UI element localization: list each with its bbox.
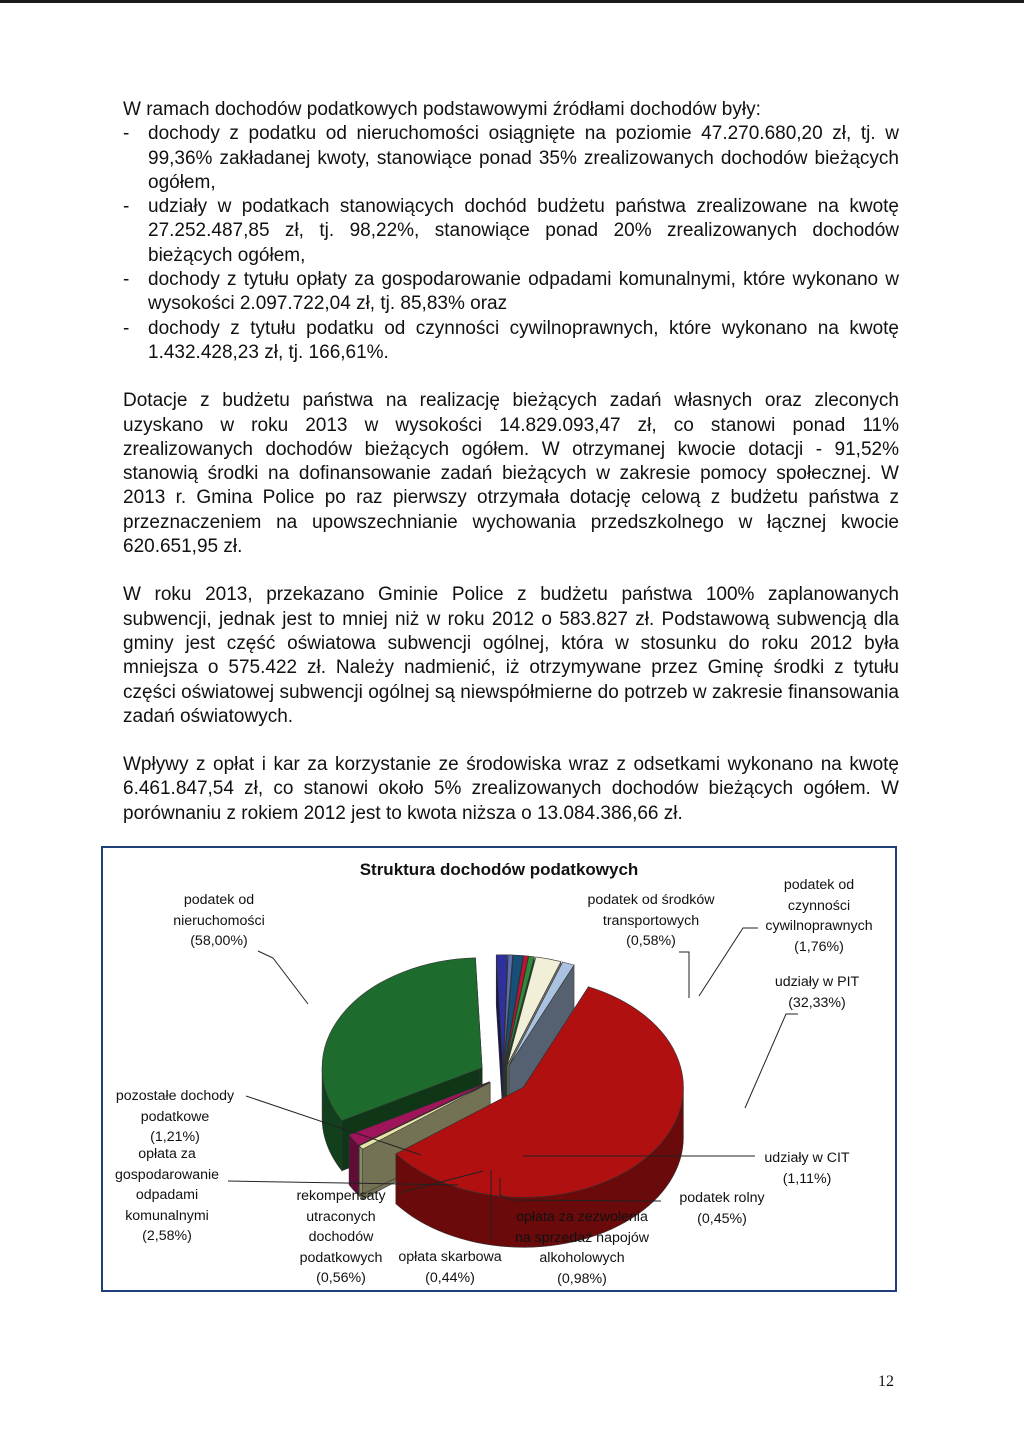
list-item: - dochody z tytułu opłaty za gospodarowanie odpadami komunalnymi, które wykonano w wysokości 2.097.722,04 zł, tj. 85,83% oraz	[123, 268, 899, 317]
label-line: pozostałe dochody	[115, 1088, 235, 1104]
label-cit-share	[757, 1148, 857, 1189]
revenue-sources-list	[123, 122, 899, 365]
paragraph-grants: W roku 2013, przekazano Gminie Police z budżetu państwa 100% zaplanowanych subwencji, jednak jest to mniej niż w roku 2012 o 583.827 zł. Podstawową subwencją dla gminy jest część oświatowa subwencji ogólnej, która w stosunku do roku 2012 była mniejsza o 575.422 zł. Należy nadmienić, iż otrzymywane przez Gminę środki z tytułu części oświatowej subwencji ogólnej są niewspółmierne do potrzeb w zakresie finansowania zadań oświatowych.	[123, 584, 899, 727]
leader-line	[679, 952, 689, 998]
label-other-tax-revenue	[105, 1086, 245, 1148]
label-line: nieruchomości	[173, 912, 265, 929]
label-line: dochodów	[308, 1229, 374, 1245]
label-line: podatkowe	[140, 1108, 210, 1125]
label-alcohol-permit-fee	[506, 1207, 658, 1289]
label-line: (0,98%)	[557, 1270, 607, 1287]
label-line: (1,76%)	[794, 938, 844, 955]
label-agricultural-tax	[665, 1188, 779, 1229]
label-line: utraconych	[306, 1208, 376, 1225]
label-vehicle-tax	[566, 890, 736, 952]
document-body	[123, 98, 899, 826]
paragraph-environment-fees: Wpływy z opłat i kar za korzystanie ze środowiska wraz z odsetkami wykonano na kwotę 6.461.847,54 zł, co stanowi około 5% zrealizowanych dochodów bieżących ogółem. W porównaniu z rokiem 2012 jest to kwota niższa o 13.084.386,66 zł.	[123, 754, 899, 824]
label-line: (0,44%)	[425, 1269, 475, 1286]
label-line: podatek od środków	[587, 892, 715, 908]
label-compensation	[289, 1186, 393, 1289]
label-line: opłata skarbowa	[398, 1249, 502, 1265]
top-border-rule	[0, 0, 1024, 3]
label-waste-fee	[103, 1144, 231, 1247]
label-line: alkoholowych	[539, 1250, 625, 1266]
label-line: (58,00%)	[190, 933, 248, 949]
label-line: udziały w CIT	[764, 1150, 850, 1166]
intro-text: W ramach dochodów podatkowych podstawowymi źródłami dochodów były:	[123, 99, 761, 120]
list-item: - dochody z tytułu podatku od czynności cywilnoprawnych, które wykonano na kwotę 1.432.428,23 zł, tj. 166,61%.	[123, 317, 899, 366]
page-number: 12	[878, 1373, 894, 1390]
tax-revenue-chart	[101, 846, 897, 1292]
label-line: czynności	[787, 897, 851, 914]
label-line: podatek od	[783, 877, 855, 893]
label-line: komunalnymi	[125, 1207, 209, 1224]
label-line: (2,58%)	[142, 1228, 192, 1244]
label-line: podatek od	[183, 892, 255, 908]
label-line: na sprzedaż napojów	[514, 1229, 650, 1246]
label-line: odpadami	[135, 1187, 199, 1203]
leader-line	[745, 1014, 798, 1108]
label-line: gospodarowanie	[114, 1166, 220, 1183]
label-line: cywilnoprawnych	[765, 918, 873, 934]
label-property-tax	[161, 890, 277, 952]
label-pit-share	[763, 972, 871, 1013]
label-line: (0,58%)	[626, 933, 676, 949]
label-line: udziały w PIT	[774, 974, 860, 990]
label-line: (0,56%)	[316, 1270, 366, 1286]
label-line: (1,11%)	[782, 1170, 832, 1187]
leader-line	[258, 951, 308, 1004]
paragraph-subsidies: Dotacje z budżetu państwa na realizację bieżących zadań własnych oraz zleconych uzyskano w roku 2013 w wysokości 14.829.093,47 zł, co stanowi ponad 11% zrealizowanych dochodów bieżących ogółem. W otrzymanej kwocie dotacji - 91,52% stanowią środki na dofinansowanie zadań bieżących w zakresie pomocy społecznej. W 2013 r. Gmina Police po raz pierwszy otrzymała dotację celową z budżetu państwa z przeznaczeniem na upowszechnianie wychowania przedszkolnego w łącznej kwocie 620.651,95 zł.	[123, 390, 899, 558]
label-line: opłata za	[138, 1146, 196, 1162]
label-line: (1,21%)	[150, 1129, 200, 1145]
list-item: - udziały w podatkach stanowiących dochód budżetu państwa zrealizowane na kwotę 27.252.487,85 zł, tj. 98,22%, stanowiące ponad 20% zrealizowanych dochodów bieżących ogółem,	[123, 195, 899, 268]
list-item: - dochody z podatku od nieruchomości osiągnięte na poziomie 47.270.680,20 zł, tj. w 99,36% zakładanej kwoty, stanowiące ponad 35% zrealizowanych dochodów bieżących ogółem,	[123, 122, 899, 195]
label-line: rekompensaty	[296, 1188, 386, 1204]
label-line: podatek rolny	[679, 1190, 765, 1206]
label-civil-transactions-tax	[748, 875, 890, 957]
label-line: (32,33%)	[788, 994, 846, 1011]
label-line: podatkowych	[299, 1249, 383, 1266]
chart-title: Struktura dochodów podatkowych	[359, 860, 639, 879]
label-line: (0,45%)	[697, 1210, 747, 1227]
label-stamp-duty	[391, 1247, 509, 1288]
label-line: opłata za zezwolenia	[516, 1209, 648, 1225]
label-line: transportowych	[602, 912, 700, 929]
